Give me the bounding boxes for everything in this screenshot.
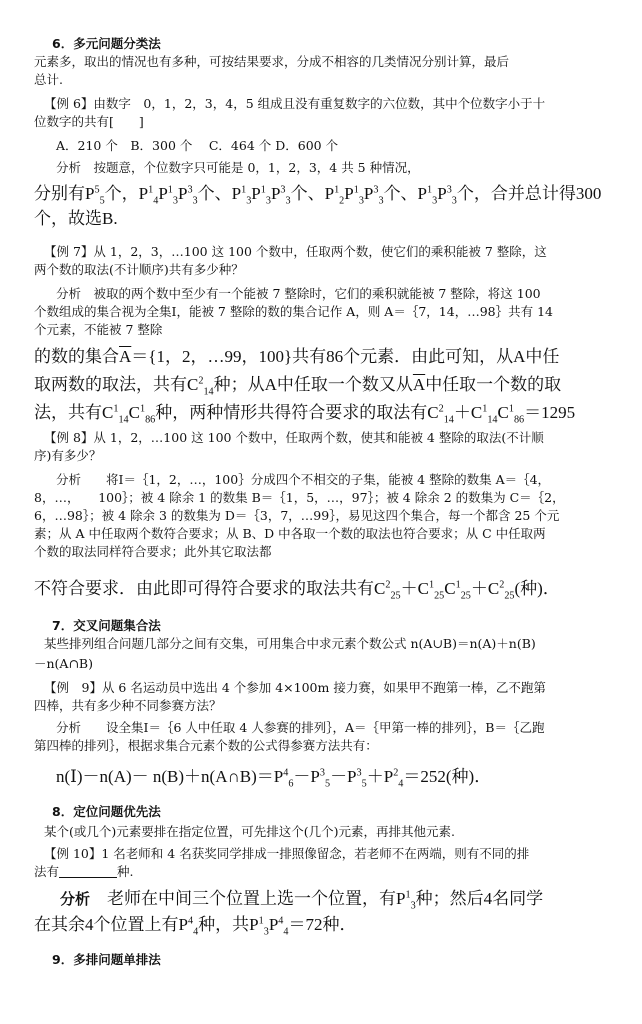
example-8-line: 序)有多少？ xyxy=(34,448,102,463)
math-line: 个，故选B. xyxy=(34,209,118,228)
math-line: 取两数的取法，共有$C^2_{14}$种；从A中任取一个数又从$\overline{A}$中任取一个数的取 xyxy=(34,375,562,398)
analysis-line: 个数组成的集合视为全集Ⅰ，能被 7 整除的数的集合记作 A，则 A＝｛7，14，…98｝共有 14 xyxy=(34,304,553,319)
section-8-heading: 8．定位问题优先法 xyxy=(52,804,161,819)
para-line: 某些排列组合问题几部分之间有交集，可用集合中求元素个数公式 n(A∪B)＝n(A)＋n(B) xyxy=(44,636,536,651)
analysis-line: 个元素，不能被 7 整除 xyxy=(34,322,163,337)
example-9-line: 【例 9】从 6 名运动员中选出 4 个参加 4×100m 接力赛，如果甲不跑第一棒，乙不跑第 xyxy=(44,680,546,695)
example-7-line: 【例 7】从 1，2，3，…100 这 100 个数中，任取两个数，使它们的乘积能被 7 整除，这 xyxy=(44,244,547,259)
example-6-line: 位数字的共有[ ] xyxy=(34,114,144,129)
math-line: 分别有$P^5_5$个，$P^1_4P^1_3P^3_3$个、$P^1_3P^1_3P^3_3$个、$P^1_2P^1_3P^3_3$个、$P^1_3P^3_3$个，合并总计得300 xyxy=(34,184,602,207)
example-8-line: 【例 8】从 1，2，…100 这 100 个数中，任取两个数，使其和能被 4 整除的取法(不计顺 xyxy=(44,430,544,445)
example-10-line: 法有 种. xyxy=(34,864,134,879)
section-6-heading: 6．多元问题分类法 xyxy=(52,36,161,51)
example-10-line: 【例 10】1 名老师和 4 名获奖同学排成一排照像留念，若老师不在两端，则有不同的排 xyxy=(44,846,530,861)
para-line: －n(A∩B) xyxy=(34,656,93,671)
para-line: 总计. xyxy=(34,72,63,87)
math-line: 分析 老师在中间三个位置上选一个位置，有$P^1_3$种；然后4名同学 xyxy=(60,889,544,912)
para-line: 元素多，取出的情况也有多种，可按结果要求，分成不相容的几类情况分别计算，最后 xyxy=(34,54,510,69)
answer-blank xyxy=(59,865,117,878)
analysis-line: 素；从 A 中任取两个数符合要求；从 B、D 中各取一个数的取法也符合要求；从 C 中任取两 xyxy=(34,526,546,541)
math-line: 的数的集合$\overline{A}=\{1$，2，…99，100}共有86个元素．由此可知，从A中任 xyxy=(34,347,560,366)
analysis-line: 分析 将Ⅰ＝｛1，2，…，100｝分成四个不相交的子集，能被 4 整除的数集 A＝｛4， xyxy=(56,472,551,487)
para-line: 某个(或几个)元素要排在指定位置，可先排这个(几个)元素，再排其他元素. xyxy=(44,824,455,839)
example-7-line: 两个数的取法(不计顺序)共有多少种？ xyxy=(34,262,244,277)
math-line: 法，共有$C^1_{14}C^1_{86}$种，两种情形共得符合要求的取法有$C^2_{14}+C^1_{14}C^1_{86}=1295$ xyxy=(34,403,576,426)
math-line: 不符合要求．由此即可得符合要求的取法共有$C^2_{25}+C^1_{25}C^1_{25}+C^2_{25}$(种)． xyxy=(34,579,560,602)
math-line: n(Ⅰ)－n(A)－ $n(B)+n(A\cap B)=P^4_6-P^3_5-P^3_5+P^2_4=252$(种)． xyxy=(56,767,492,790)
analysis-line: 第四棒的排列｝，根据求集合元素个数的公式得参赛方法共有： xyxy=(34,738,378,753)
analysis-line: 分析 被取的两个数中至少有一个能被 7 整除时，它们的乘积就能被 7 整除，将这 100 xyxy=(56,286,541,301)
example-6-line: 【例 6】由数字 0，1，2，3，4，5 组成且没有重复数字的六位数，其中个位数字小于十 xyxy=(44,96,546,111)
analysis-line: 分析 设全集Ⅰ＝｛6 人中任取 4 人参赛的排列｝，A＝｛甲第一棒的排列｝，B＝｛乙跑 xyxy=(56,720,545,735)
analysis-line: 分析 按题意，个位数字只可能是 0，1，2，3，4 共 5 种情况， xyxy=(56,160,420,175)
analysis-line: 6，…98｝；被 4 除余 3 的数集为 D＝｛3，7，…99｝，易见这四个集合，每一个都含 25 个元 xyxy=(34,508,560,523)
math-line: 在其余4个位置上有$P^4_4$种，共$P^1_3P^4_4=72$种． xyxy=(34,915,357,938)
example-6-options: A．210 个 B．300 个 C．464 个 D．600 个 xyxy=(56,138,339,153)
section-9-heading: 9．多排问题单排法 xyxy=(52,952,161,967)
analysis-line: 8，…， 100｝；被 4 除余 1 的数集 B＝｛1，5，…，97｝；被 4 除余 2 的数集为 C＝｛2， xyxy=(34,490,565,505)
analysis-line: 个数的取法同样符合要求；此外其它取法都 xyxy=(34,544,272,559)
example-9-line: 四棒，共有多少种不同参赛方法？ xyxy=(34,698,222,713)
section-7-heading: 7．交叉问题集合法 xyxy=(52,618,161,633)
